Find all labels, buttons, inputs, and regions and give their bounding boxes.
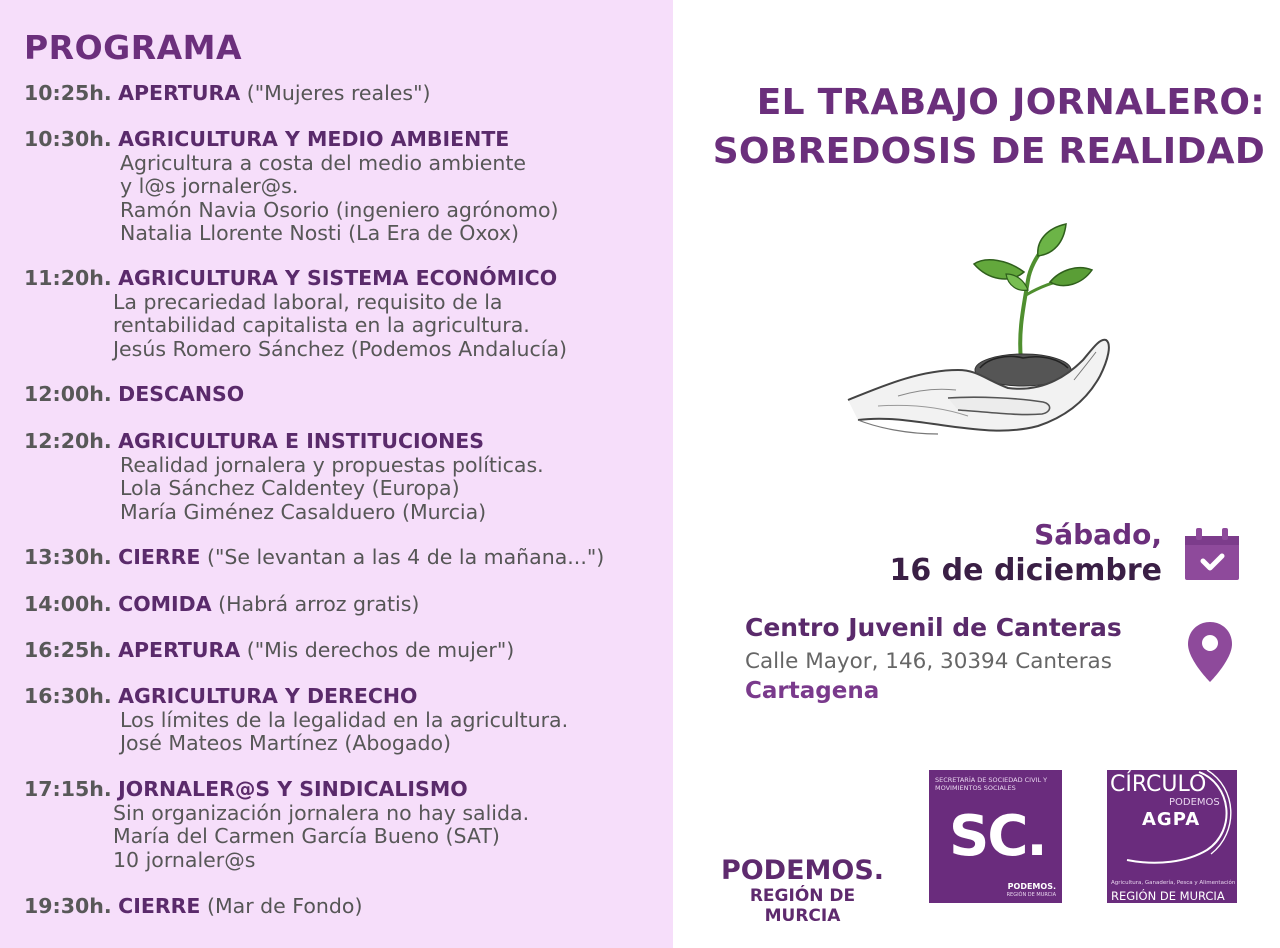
calendar-check-icon	[1185, 528, 1239, 580]
agpa-circle-logo	[1107, 770, 1237, 903]
event-date: 16 de diciembre	[889, 553, 1162, 588]
item-note: ("Se levantan a las 4 de la mañana...")	[206, 545, 605, 569]
venue-name: Centro Juvenil de Canteras	[745, 613, 1122, 642]
program-item	[24, 639, 514, 663]
item-line: Los límites de la legalidad en la agricultura.	[120, 707, 569, 732]
item-time: 12:20h.	[24, 429, 112, 453]
item-note: ("Mis derechos de mujer")	[246, 638, 515, 662]
program-item	[24, 895, 362, 919]
program-item	[24, 430, 544, 524]
program-item	[24, 546, 604, 570]
item-heading: AGRICULTURA E INSTITUCIONES	[118, 429, 485, 453]
podemos-wordmark: PODEMOS.	[720, 855, 885, 886]
item-heading: APERTURA	[118, 638, 241, 662]
map-pin-icon	[1186, 620, 1234, 684]
item-note: (Mar de Fondo)	[206, 894, 363, 918]
item-heading: CIERRE	[118, 894, 201, 918]
item-time: 19:30h.	[24, 894, 112, 918]
event-title-line2: SOBREDOSIS DE REALIDAD	[712, 131, 1265, 172]
item-heading: DESCANSO	[118, 382, 245, 406]
program-item	[24, 128, 559, 246]
event-day: Sábado,	[1034, 518, 1162, 551]
item-heading: APERTURA	[118, 81, 241, 105]
item-time: 17:15h.	[24, 777, 112, 801]
item-time: 12:00h.	[24, 382, 112, 406]
sc-footer-podemos: PODEMOS.	[1007, 882, 1056, 891]
item-line: Sin organización jornalera no hay salida.	[113, 800, 530, 825]
sc-footer-region: REGIÓN DE MURCIA	[1006, 892, 1056, 898]
item-heading: AGRICULTURA Y DERECHO	[118, 684, 418, 708]
item-heading: AGRICULTURA Y MEDIO AMBIENTE	[118, 127, 510, 151]
item-heading: COMIDA	[118, 592, 212, 616]
podemos-region-murcia-logo	[715, 856, 890, 926]
sc-logo	[929, 770, 1062, 903]
item-line: María Giménez Casalduero (Murcia)	[120, 499, 487, 524]
venue-city: Cartagena	[745, 678, 880, 704]
program-item	[24, 778, 529, 872]
item-line: y l@s jornaler@s.	[120, 174, 299, 198]
item-line: Lola Sánchez Caldentey (Europa)	[120, 476, 460, 500]
program-item	[24, 267, 567, 361]
venue-address: Calle Mayor, 146, 30394 Canteras	[745, 649, 1112, 674]
item-line: 10 jornaler@s	[113, 847, 256, 872]
sc-subtitle: SECRETARÍA DE SOCIEDAD CIVIL Y MOVIMIENTOS SOCIALES	[935, 776, 1048, 792]
agpa-region: REGIÓN DE MURCIA	[1111, 889, 1225, 903]
item-note: (Habrá arroz gratis)	[218, 592, 420, 616]
item-time: 13:30h.	[24, 545, 112, 569]
program-title: PROGRAMA	[24, 28, 243, 67]
agpa-circulo: CÍRCULO	[1110, 772, 1207, 797]
program-item	[24, 685, 568, 756]
program-item	[24, 82, 431, 106]
program-item	[24, 383, 244, 407]
hand-seedling-illustration	[838, 220, 1118, 470]
item-line: Realidad jornalera y propuestas políticas.	[120, 452, 544, 477]
podemos-region: REGIÓN DE MURCIA	[749, 886, 856, 926]
item-note: ("Mujeres reales")	[246, 81, 431, 105]
item-heading: JORNALER@S Y SINDICALISMO	[118, 777, 468, 801]
item-line: rentabilidad capitalista en la agricultura.	[113, 313, 530, 337]
item-line: María del Carmen García Bueno (SAT)	[113, 824, 500, 848]
agpa-name: AGPA	[1142, 809, 1201, 830]
item-time: 11:20h.	[24, 266, 112, 290]
item-time: 14:00h.	[24, 592, 112, 616]
item-heading: AGRICULTURA Y SISTEMA ECONÓMICO	[118, 266, 558, 290]
item-line: Natalia Llorente Nosti (La Era de Oxox)	[120, 221, 519, 245]
item-line: José Mateos Martínez (Abogado)	[120, 731, 452, 755]
item-line: La precariedad laboral, requisito de la	[113, 289, 503, 314]
item-time: 10:30h.	[24, 127, 112, 151]
sc-wordmark: SC.	[949, 804, 1046, 869]
agpa-podemos: PODEMOS	[1169, 797, 1220, 808]
event-title-line1: EL TRABAJO JORNALERO:	[756, 82, 1265, 123]
event-title	[693, 78, 1265, 176]
item-heading: CIERRE	[118, 545, 201, 569]
item-line: Ramón Navia Osorio (ingeniero agrónomo)	[120, 197, 559, 222]
item-time: 10:25h.	[24, 81, 112, 105]
item-time: 16:25h.	[24, 638, 112, 662]
item-line: Agricultura a costa del medio ambiente	[120, 150, 527, 175]
agpa-tagline: Agricultura, Ganadería, Pesca y Alimentación	[1111, 880, 1236, 886]
item-time: 16:30h.	[24, 684, 112, 708]
item-line: Jesús Romero Sánchez (Podemos Andalucía)	[113, 336, 568, 361]
program-item	[24, 593, 419, 617]
